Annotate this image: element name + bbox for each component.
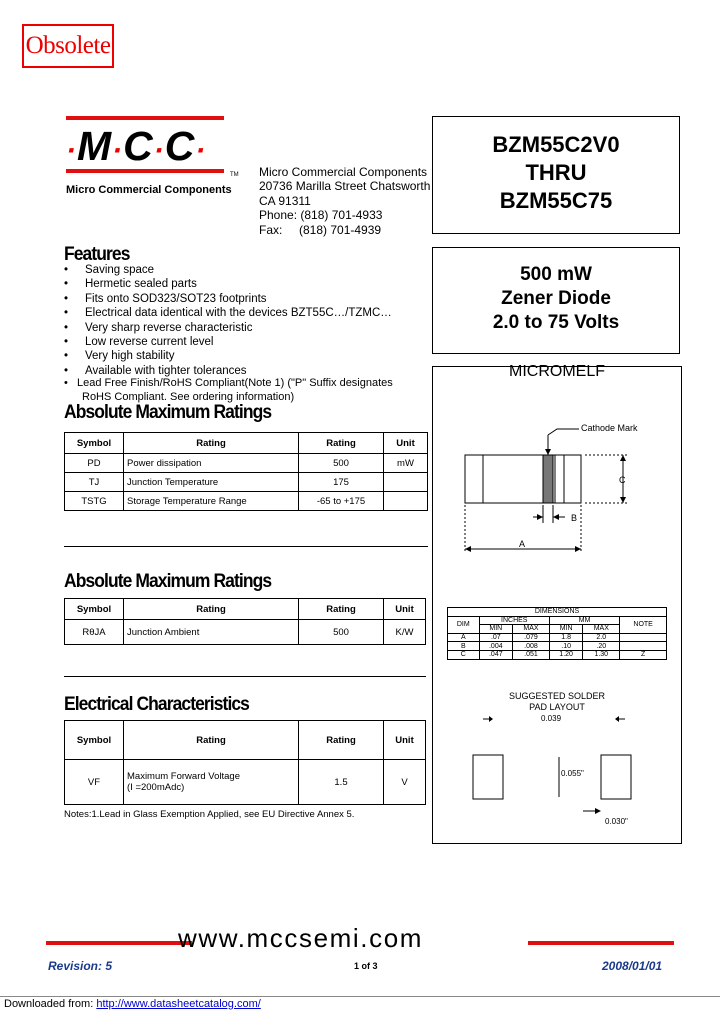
table-row — [448, 642, 667, 651]
symbol-cell: RθJA — [65, 620, 124, 645]
list-item: • Low reverse current level — [64, 335, 392, 349]
value-cell: 1.5 — [299, 760, 384, 805]
rating-cell — [124, 760, 299, 805]
dim-cell: Z — [620, 650, 667, 659]
abs-max-heading-2: Absolute Maximum Ratings — [64, 571, 272, 592]
dim-cell: .051 — [513, 650, 550, 659]
list-item: • Fits onto SOD323/SOT23 footprints — [64, 292, 392, 306]
dim-cell: B — [448, 642, 480, 651]
address-line: CA 91311 — [259, 193, 311, 208]
value-cell: 500 — [299, 454, 384, 473]
solder-dim-height: 0.055" — [561, 769, 584, 778]
rating-cell: Junction Ambient — [124, 620, 299, 645]
dim-cell: 2.0 — [583, 633, 620, 642]
symbol-cell: VF — [65, 760, 124, 805]
dim-subheader: MIN — [549, 625, 582, 634]
dim-cell: .004 — [479, 642, 512, 651]
voltage-range: 2.0 to 75 Volts — [492, 312, 620, 333]
dim-cell: .008 — [513, 642, 550, 651]
dim-header: NOTE — [620, 616, 667, 633]
download-prefix: Downloaded from: — [4, 998, 97, 1010]
symbol-cell: TJ — [65, 473, 124, 492]
power-rating: 500 mW — [520, 264, 592, 285]
table-row — [65, 454, 428, 473]
list-item: • Electrical data identical with the devices BZT55C…/TZMC… — [64, 306, 392, 320]
footnote: Notes:1.Lead in Glass Exemption Applied, see EU Directive Annex 5. — [64, 809, 355, 820]
package-box — [432, 363, 682, 844]
abs-max-table-2 — [64, 598, 426, 645]
logo-top-bar — [66, 116, 224, 120]
abs-max-heading-1: Absolute Maximum Ratings — [64, 402, 272, 423]
list-item: • Very sharp reverse characteristic — [64, 321, 392, 335]
dim-cell: .079 — [513, 633, 550, 642]
dim-table-title: DIMENSIONS — [448, 608, 667, 617]
rating-condition: (I =200mAdc) — [127, 782, 185, 793]
list-item: • Available with tighter tolerances — [64, 364, 392, 378]
value-cell: 500 — [299, 620, 384, 645]
dim-cell: C — [448, 650, 480, 659]
lead-free-line: RoHS Compliant. See ordering information) — [82, 391, 295, 403]
col-header: Unit — [384, 721, 426, 760]
features-list — [64, 263, 392, 378]
table-row — [448, 633, 667, 642]
logo-company-name: Micro Commercial Components — [66, 184, 232, 196]
revision: Revision: 5 — [48, 959, 113, 973]
dim-header: DIM — [448, 616, 480, 633]
table-row — [448, 650, 667, 659]
device-type: Zener Diode — [501, 288, 611, 309]
obsolete-stamp: Obsolete — [22, 24, 114, 68]
dim-subheader: MAX — [583, 625, 620, 634]
symbol-cell: TSTG — [65, 492, 124, 511]
address-line: 20736 Marilla Street Chatsworth — [259, 179, 431, 194]
dim-header: INCHES — [479, 616, 549, 625]
divider — [0, 996, 720, 997]
part-number-to: BZM55C75 — [499, 188, 613, 213]
dimensions-table — [447, 607, 667, 660]
dim-cell: .20 — [583, 642, 620, 651]
address-line: Phone: (818) 701-4933 — [259, 208, 383, 223]
features-heading: Features — [64, 244, 130, 265]
cathode-mark-label: Cathode Mark — [581, 423, 638, 433]
list-item: • Hermetic sealed parts — [64, 277, 392, 291]
abs-max-table-1 — [64, 432, 428, 511]
symbol-cell: PD — [65, 454, 124, 473]
dim-cell: 1.20 — [549, 650, 582, 659]
mcc-logo: ·M·C·C· — [66, 123, 207, 169]
date: 2008/01/01 — [602, 959, 663, 973]
dim-c-label: C — [619, 475, 626, 485]
company-address — [259, 165, 430, 237]
col-header: Symbol — [65, 599, 124, 620]
dim-cell: .10 — [549, 642, 582, 651]
col-header: Unit — [384, 599, 426, 620]
dim-cell: .07 — [479, 633, 512, 642]
table-row — [65, 473, 428, 492]
footer-bar-right — [528, 941, 674, 945]
dim-cell — [620, 642, 667, 651]
electrical-heading: Electrical Characteristics — [64, 694, 249, 715]
address-line: Fax: (818) 701-4939 — [259, 222, 382, 237]
solder-title-line: PAD LAYOUT — [529, 702, 585, 712]
dim-cell: A — [448, 633, 480, 642]
download-link[interactable]: http://www.datasheetcatalog.com/ — [96, 998, 261, 1010]
list-item: • Very high stability — [64, 349, 392, 363]
unit-cell — [384, 473, 428, 492]
solder-dim-spacing: 0.039 — [541, 714, 562, 723]
table-row — [65, 492, 428, 511]
table-row — [65, 760, 426, 805]
footer-url[interactable]: www.mccsemi.com — [178, 923, 424, 953]
col-header: Rating — [299, 433, 384, 454]
dim-cell — [620, 633, 667, 642]
rating-cell: Storage Temperature Range — [124, 492, 299, 511]
rating-cell: Junction Temperature — [124, 473, 299, 492]
description-box — [432, 247, 680, 354]
dim-b-label: B — [571, 513, 578, 523]
rating-text: Maximum Forward Voltage — [127, 771, 240, 782]
col-header: Rating — [124, 599, 299, 620]
list-item: • Saving space — [64, 263, 392, 277]
address-line: Micro Commercial Components — [259, 165, 428, 179]
footer-bar-left — [46, 941, 192, 945]
dim-subheader: MIN — [479, 625, 512, 634]
unit-cell — [384, 492, 428, 511]
dim-a-label: A — [519, 539, 526, 549]
col-header: Rating — [299, 721, 384, 760]
col-header: Rating — [299, 599, 384, 620]
part-number-box — [432, 116, 680, 234]
solder-title-line: SUGGESTED SOLDER — [508, 691, 606, 701]
unit-cell: K/W — [384, 620, 426, 645]
col-header: Symbol — [65, 433, 124, 454]
table-row — [65, 620, 426, 645]
lead-free-line: • Lead Free Finish/RoHS Compliant(Note 1) ("P" Suffix designates — [64, 377, 393, 389]
lead-free-text: Lead Free Finish/RoHS Compliant(Note 1) ("P" Suffix designates — [77, 377, 393, 389]
divider — [64, 676, 426, 677]
page-number: 1 of 3 — [354, 961, 378, 971]
lead-free-note — [64, 376, 393, 404]
part-number-from: BZM55C2V0 — [492, 132, 620, 157]
col-header: Rating — [124, 433, 299, 454]
package-name: MICROMELF — [509, 363, 605, 380]
cathode-band — [543, 455, 553, 503]
rating-cell: Power dissipation — [124, 454, 299, 473]
unit-cell: V — [384, 760, 426, 805]
col-header: Symbol — [65, 721, 124, 760]
divider — [64, 546, 428, 547]
logo-tm: TM — [230, 172, 239, 178]
solder-dim-width: 0.030" — [605, 817, 628, 826]
col-header: Rating — [124, 721, 299, 760]
package-drawing — [433, 367, 681, 843]
unit-cell: mW — [384, 454, 428, 473]
value-cell: -65 to +175 — [299, 492, 384, 511]
electrical-table — [64, 720, 426, 805]
dim-header: MM — [549, 616, 619, 625]
logo-bottom-bar — [66, 169, 224, 173]
dim-cell: 1.8 — [549, 633, 582, 642]
download-source — [4, 998, 261, 1010]
part-number-thru: THRU — [525, 160, 587, 185]
col-header: Unit — [384, 433, 428, 454]
dim-subheader: MAX — [513, 625, 550, 634]
dim-cell: 1.30 — [583, 650, 620, 659]
dim-cell: .047 — [479, 650, 512, 659]
value-cell: 175 — [299, 473, 384, 492]
solder-title — [433, 691, 681, 713]
